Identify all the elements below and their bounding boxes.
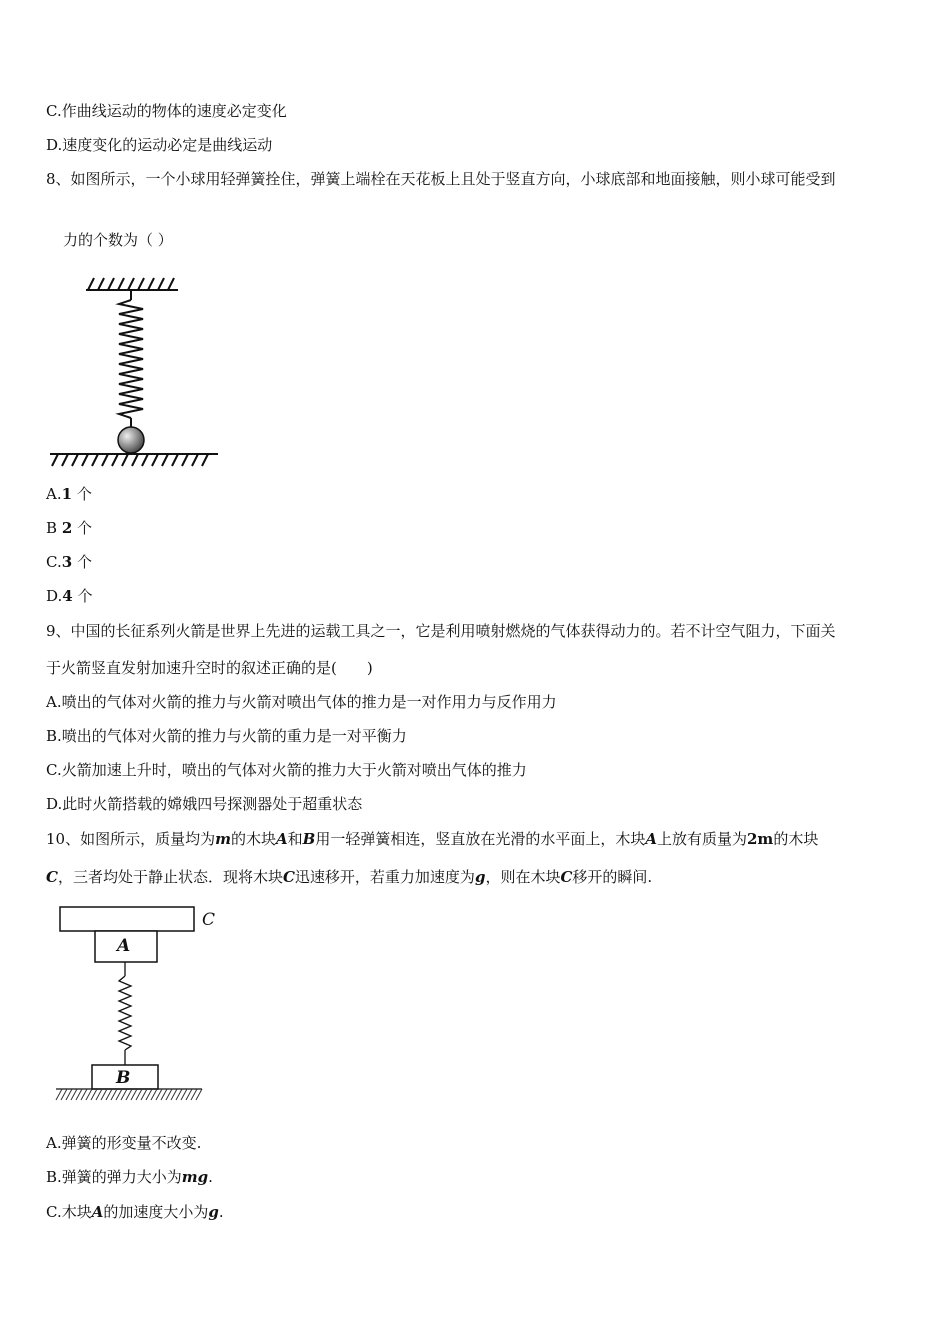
label-a: A (117, 936, 131, 956)
q10-option-a: A.弹簧的形变量不改变. (46, 1134, 202, 1152)
option-c-line: C.作曲线运动的物体的速度必定变化 (46, 102, 287, 120)
q8-option-a: A.1 个 (46, 485, 92, 503)
q10-option-b: B.弹簧的弹力大小为mg. (46, 1168, 213, 1186)
spring-ball-figure (46, 274, 226, 474)
question-10-stem: 10、如图所示，质量均为m的木块A和B用一轻弹簧相连，竖直放在光滑的水平面上，木块A上放有质量为2m的木块 (46, 830, 819, 848)
question-8-stem: 8、如图所示，一个小球用轻弹簧拴住，弹簧上端栓在天花板上且处于竖直方向，小球底部和地面接触，则小球可能受到 (46, 170, 836, 188)
question-10-stem-cont: C，三者均处于静止状态．现将木块C迅速移开，若重力加速度为g，则在木块C移开的瞬间. (46, 868, 653, 886)
q10-option-c: C.木块A的加速度大小为g. (46, 1203, 224, 1221)
q8-option-b: B 2 个 (46, 519, 93, 537)
question-9-stem-cont: 于火箭竖直发射加速升空时的叙述正确的是( ) (46, 659, 373, 677)
question-8-stem-cont: 力的个数为（ ） (63, 231, 173, 249)
q9-option-d: D.此时火箭搭载的嫦娥四号探测器处于超重状态 (46, 795, 363, 813)
option-d-line: D.速度变化的运动必定是曲线运动 (46, 136, 273, 154)
question-9-stem: 9、中国的长征系列火箭是世界上先进的运载工具之一，它是利用喷射燃烧的气体获得动力的。若不计空气阻力，下面关 (46, 622, 836, 640)
q9-option-b: B.喷出的气体对火箭的推力与火箭的重力是一对平衡力 (46, 727, 407, 745)
label-b: B (116, 1068, 131, 1088)
ball (118, 427, 144, 453)
spring (119, 976, 131, 1050)
q8-option-c: C.3 个 (46, 553, 92, 571)
label-c: C (202, 910, 216, 930)
q8-option-d: D.4 个 (46, 587, 93, 605)
q9-option-a: A.喷出的气体对火箭的推力与火箭对喷出气体的推力是一对作用力与反作用力 (46, 693, 557, 711)
blocks-spring-figure (54, 904, 234, 1114)
block-c (60, 907, 194, 931)
q9-option-c: C.火箭加速上升时，喷出的气体对火箭的推力大于火箭对喷出气体的推力 (46, 761, 527, 779)
